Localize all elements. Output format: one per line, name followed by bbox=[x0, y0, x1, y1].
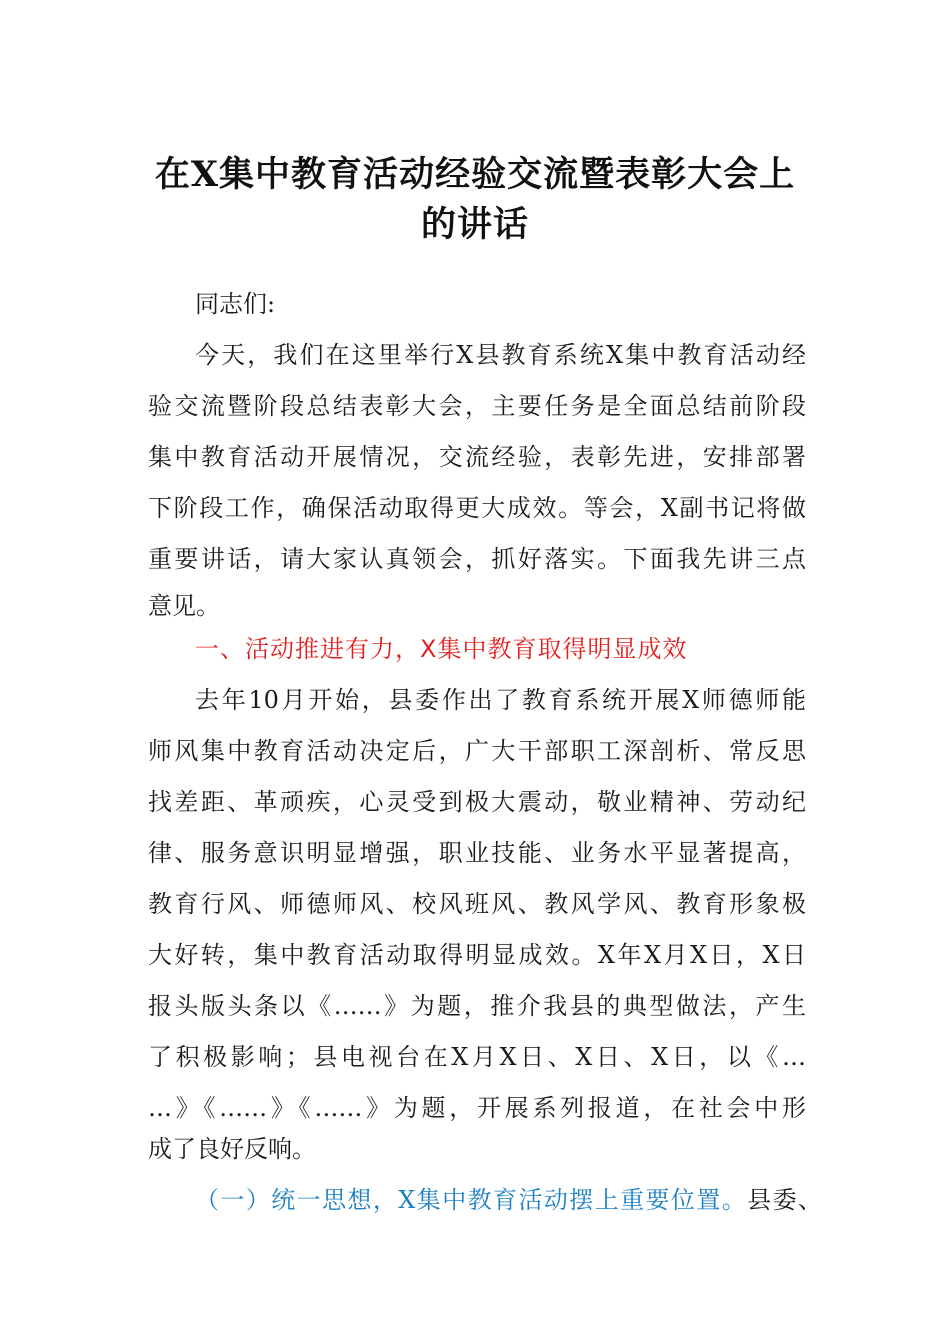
section-1-line-3: 找差距、革顽疾，心灵受到极大震动，敬业精神、劳动纪 bbox=[148, 788, 806, 816]
section-1-line-5: 教育行风、师德师风、校风班风、教风学风、教育形象极 bbox=[148, 890, 806, 918]
section-1-line-8: 了积极影响；县电视台在X月X日、X日、X日，以《… bbox=[148, 1043, 806, 1071]
intro-line-2: 验交流暨阶段总结表彰大会，主要任务是全面总结前阶段 bbox=[148, 392, 806, 420]
salutation: 同志们: bbox=[195, 290, 276, 318]
intro-line-1: 今天，我们在这里举行X县教育系统X集中教育活动经 bbox=[195, 341, 806, 369]
subsection-1-heading: （一）统一思想，X集中教育活动摆上重要位置。 bbox=[195, 1186, 748, 1214]
section-1-line-10: 成了良好反响。 bbox=[148, 1135, 316, 1163]
intro-line-5: 重要讲话，请大家认真领会，抓好落实。下面我先讲三点 bbox=[148, 545, 806, 573]
intro-line-3: 集中教育活动开展情况，交流经验，表彰先进，安排部署 bbox=[148, 443, 806, 471]
subsection-1-line bbox=[195, 1184, 822, 1216]
section-1-line-1: 去年10月开始，县委作出了教育系统开展X师德师能 bbox=[195, 686, 806, 714]
subsection-1-text: 县委、 bbox=[747, 1186, 822, 1214]
section-1-line-4: 律、服务意识明显增强，职业技能、业务水平显著提高， bbox=[148, 839, 806, 867]
intro-line-4: 下阶段工作，确保活动取得更大成效。等会，X副书记将做 bbox=[148, 494, 806, 522]
section-1-line-2: 师风集中教育活动决定后，广大干部职工深剖析、常反思 bbox=[148, 737, 806, 765]
title-line-1: 在X集中教育活动经验交流暨表彰大会上 bbox=[154, 154, 796, 195]
section-1-line-7: 报头版头条以《……》为题，推介我县的典型做法，产生 bbox=[148, 992, 806, 1020]
section-1-line-9: …》《……》《……》为题，开展系列报道，在社会中形 bbox=[148, 1094, 806, 1122]
document-title bbox=[140, 150, 810, 250]
intro-line-6: 意见。 bbox=[148, 592, 220, 620]
section-1-line-6: 大好转，集中教育活动取得明显成效。X年X月X日，X日 bbox=[148, 941, 806, 969]
section-1-heading: 一、活动推进有力，X集中教育取得明显成效 bbox=[195, 635, 688, 663]
title-line-2: 的讲话 bbox=[420, 204, 529, 245]
